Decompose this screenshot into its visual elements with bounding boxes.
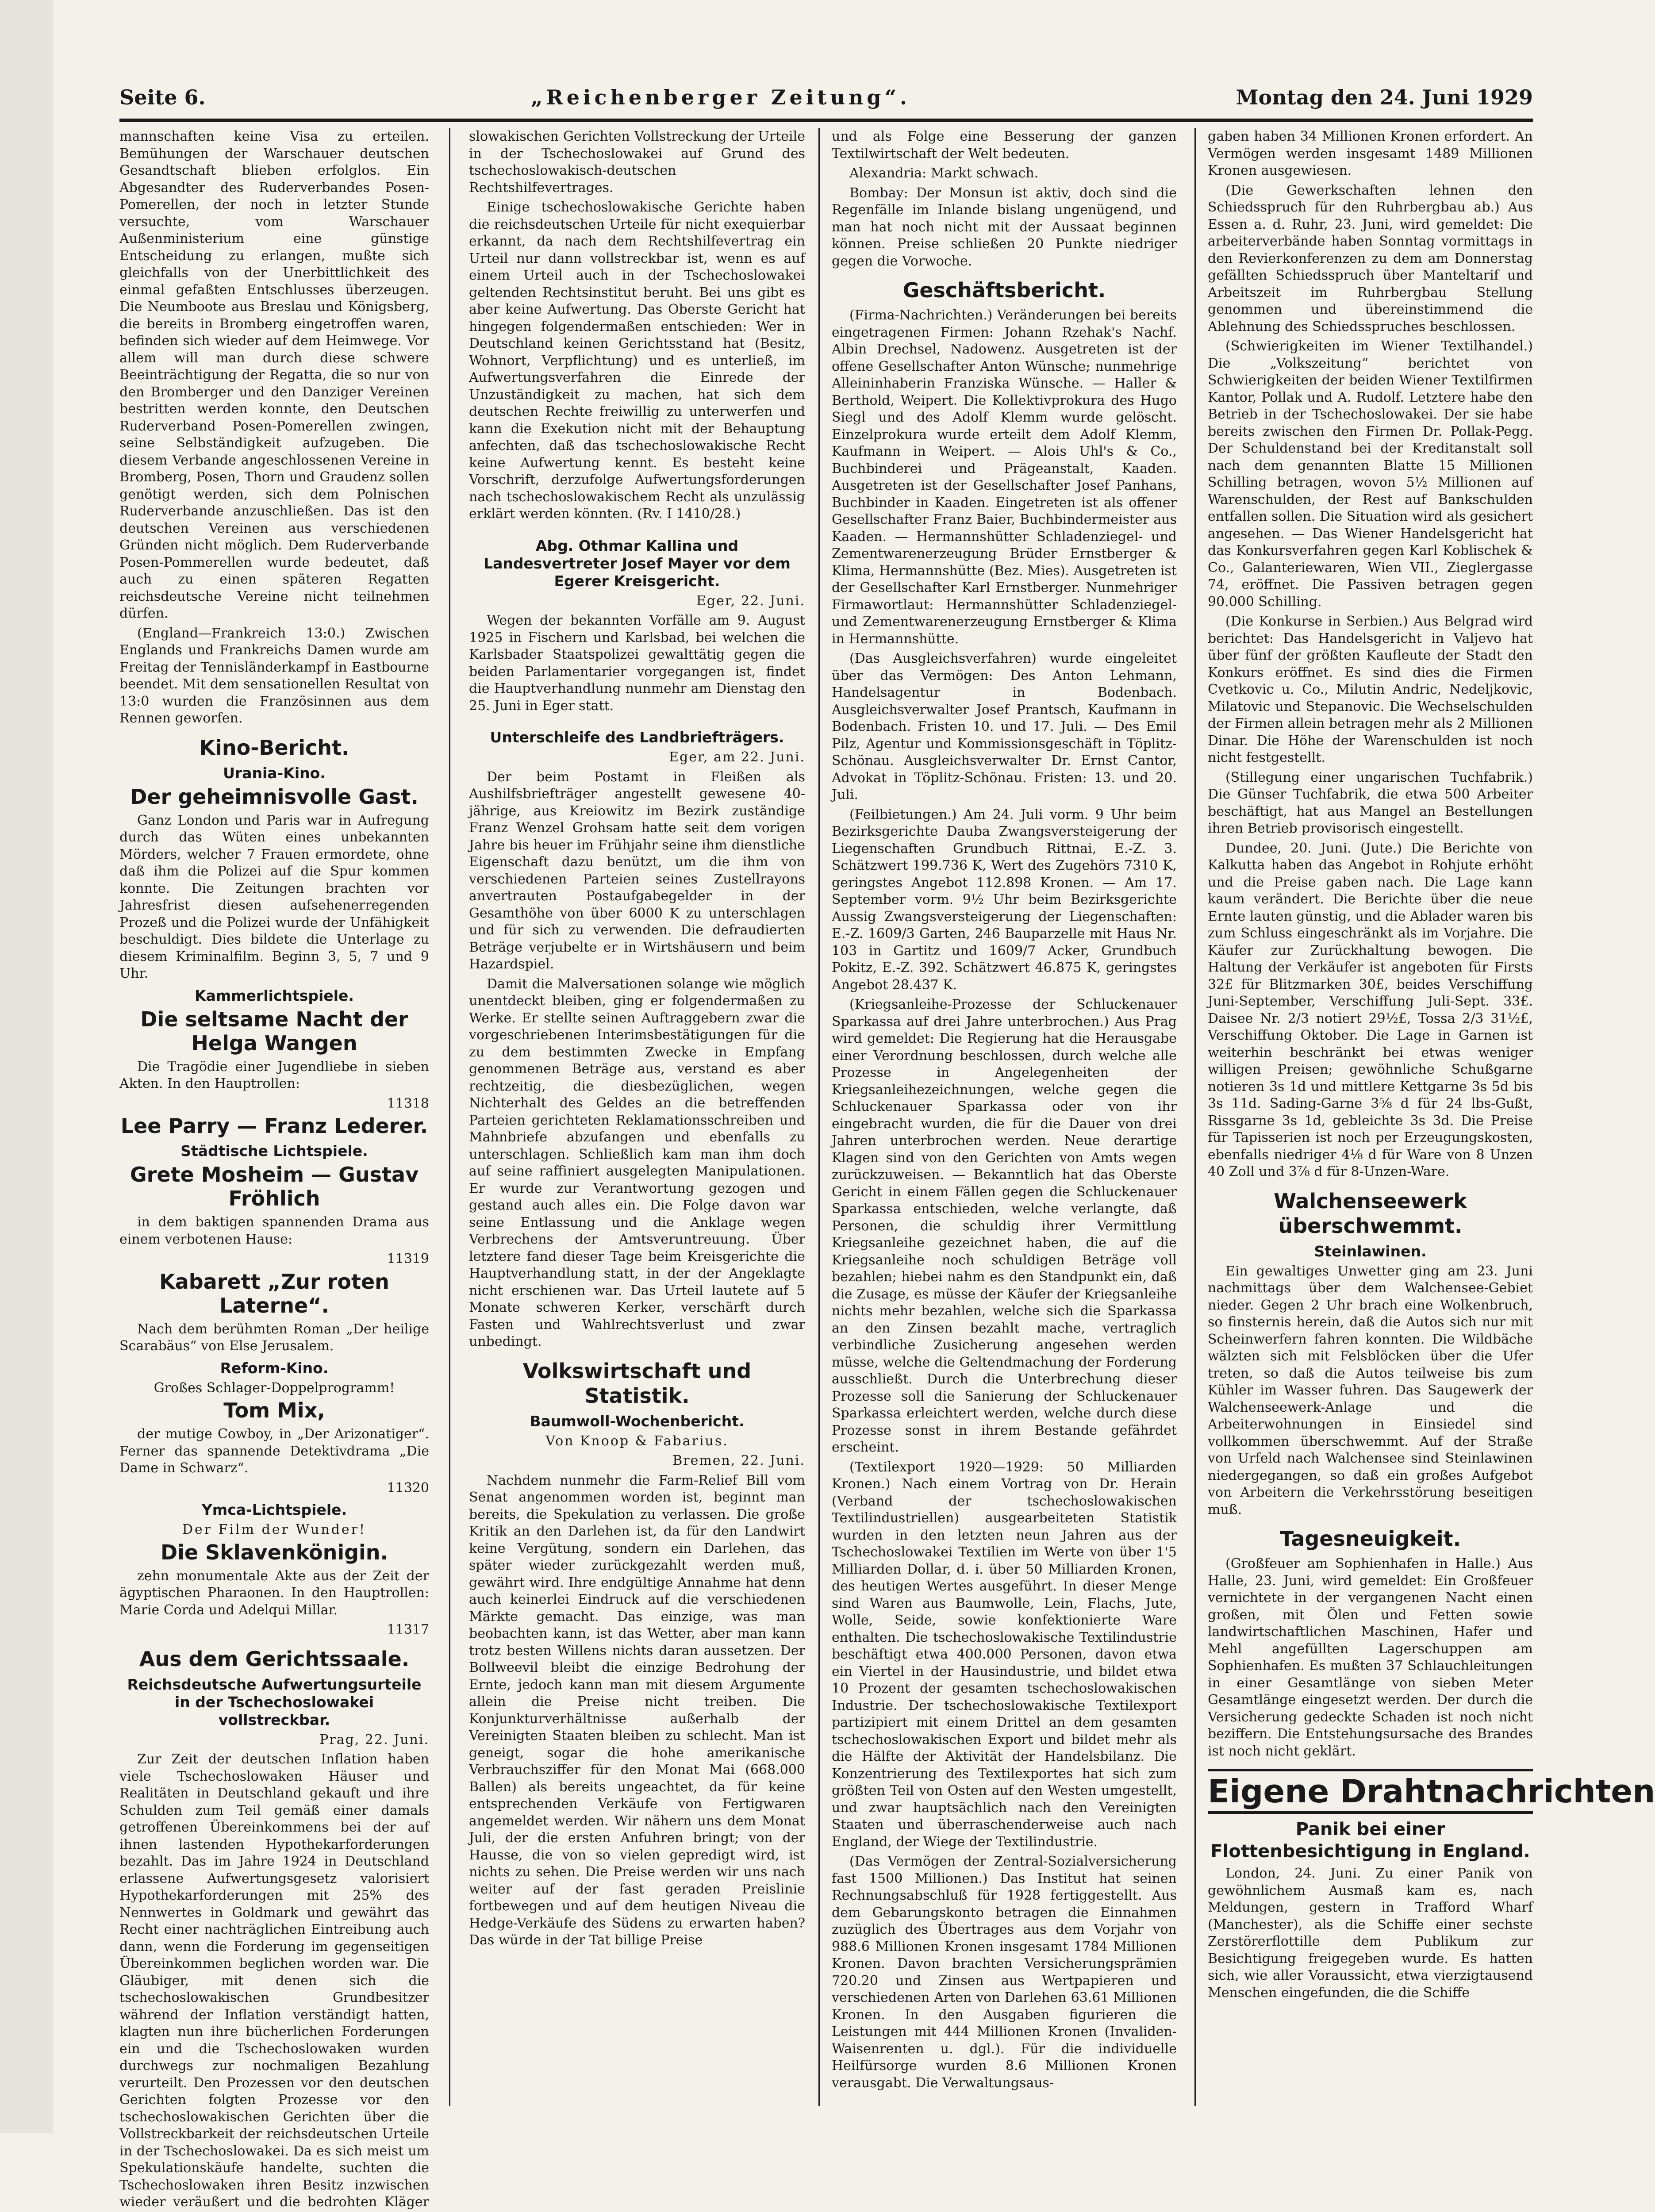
article-text: (Kriegsanleihe-Prozesse der Schluckenauer Sparkassa auf drei Jahre unterbrochen.) Aus Prag wird gemeldet: Die Regierung hat die Herausgabe einer Verordnung beschlossen, durch welche alle Prozesse in Angelegenheiten der Kriegsanleihezeichnungen, welche gegen die Schluckenauer Sparkassa oder von ihr eingebracht wurden, die für die Dauer von drei Jahren unterbrochen werden. Neue derartige Klagen sind von den Gerichten von Amts wegen zurückzuweisen. — Bekanntlich hat das Oberste Gericht in einem Fällen gegen die Schluckenauer Sparkassa entschieden, welche verlangte, daß Personen, die schuldig ihrer Vermittlung Kriegsanleihe gezeichnet haben, die auf die Kriegsanleihe noch schuldigen Beträge voll bezahlen; hiebei nahm es den Standpunkt ein, daß die Zusage, es müsse der Käufer der Kriegsanleihe nichts mehr bezahlen, welche sich die Sparkassa an den Zinsen bezahlt mache, vertraglich verbindliche Zusicherung angesehen werden müsse, welche die Geltendmachung der Forderung ausschließt. Durch die Unterbrechung dieser Prozesse soll die Sanierung der Schluckenauer Sparkassa erleichtert werden, welche durch diese Prozesse sonst in ihrem Bestande gefährdet erscheint. [832,997,1177,1455]
section-heading: Geschäftsbericht. [902,278,1106,302]
program-line: Großes Schlager-Doppelprogramm! [154,1380,395,1396]
article-text: slowakischen Gerichten Vollstreckung der Urteile in der Tschechoslowakei auf Grund des tschechoslowakisch-deutschen Rechtshilfevertrages. [469,129,805,196]
article-text: Ganz London und Paris war in Aufregung durch das Wüten eines unbekannten Mörders, welcher 7 Frauen ermordete, ohne daß ihm die Polizei auf die Spur kommen konnte. Die Zeitungen brachten vor Jahresfrist diesen aufsehenerregenden Prozeß und die Polizei wurde der Unfähigkeit beschuldigt. Dies bildete die Unterlage zu diesem Kriminalfilm. Beginn 3, 5, 7 und 9 Uhr. [119,812,429,981]
article-text: (Die Konkurse in Serbien.) Aus Belgrad wird berichtet: Das Handelsgericht in Valjevo hat über fünf der größten Kaufleute der Stadt den Konkurs eröffnet. Es sind dies die Firmen Cvetkovic u. Co., Milutin Andric, Nedeljkovic, Milatovic und Stepanovic. Die Wechselschulden der Firmen allein betragen mehr als 2 Millionen Dinar. Die Höhe der Warenschulden ist noch nicht festgestellt. [1208,614,1533,765]
page-gutter [0,0,53,2133]
ad-number: 11318 [387,1095,429,1111]
article-text: Die Tragödie einer Jugendliebe in sieben Akten. In den Hauptrollen: [119,1059,429,1091]
film-stars: Grete Mosheim — Gustav Fröhlich [130,1163,419,1210]
article-text: Einige tschechoslowakische Gerichte haben die reichsdeutschen Urteile für nicht exequierbar erkannt, da nach dem Rechtshilfevertrag ein Urteil nur dann vollstreckbar ist, wenn es auf einem Urteil auch in der Tschechoslowakei geltenden Rechtsinstitut beruht. Bei uns gibt es aber keine Aufwertung. Das Oberste Gericht hat hingegen folgendermaßen entschieden: Wer in Deutschland keinen Gerichtsstand hat (Besitz, Wohnort, Verpflichtung) und es unterließ, im Aufwertungsverfahren die Einrede der Unzuständigkeit zu machen, hat sich dem deutschen Rechte freiwillig zu unterwerfen und kann die Exekution nicht mit der Behauptung anfechten, daß das tschechoslowakische Recht keine Aufwertung kennt. Es besteht keine Vorschrift, derzufolge Aufwertungsforderungen nach tschechoslowakischem Recht als unzulässig erklärt werden könnten. (Rv. I 1410/28.) [469,200,805,522]
article-text: (Das Ausgleichsverfahren) wurde eingeleitet über das Vermögen: Des Anton Lehmann, Handelsagentur in Bodenbach. Ausgleichsverwalter Josef Prantsch, Kaufmann in Bodenbach. Fristen 10. und 17. Juli. — Des Emil Pilz, Agentur und Kommissionsgeschäft in Töplitz-Schönau. Ausgleichsverwalter Dr. Ernst Cantor, Advokat in Töplitz-Schönau. Fristen: 13. und 20. Juli. [832,651,1177,803]
dateline: Eger, 22. Juni. [696,593,805,609]
film-title: Die seltsame Nacht der Helga Wangen [140,1007,408,1055]
article-text: Nach dem berühmten Roman „Der heilige Scarabäus“ von Else Jerusalem. [119,1321,429,1354]
column-3 [832,128,1177,2106]
ad-number: 11319 [387,1251,429,1267]
article-text: und als Folge eine Besserung der ganzen Textilwirtschaft der Welt bedeuten. [832,129,1177,161]
article-text: zehn monumentale Akte aus der Zeit der ägyptischen Pharaonen. In den Hauptrollen: Marie Corda und Adelqui Millar. [119,1568,429,1618]
ad-number: 11317 [387,1622,429,1637]
article-text: (Stillegung einer ungarischen Tuchfabrik.) Die Günser Tuchfabrik, die etwa 500 Arbeiter beschäftigt, hat aus Mangel an Bestellungen ihren Betrieb provisorisch eingestellt. [1208,769,1533,836]
section-heading: Kino-Bericht. [199,735,349,760]
article-text: (Schwierigkeiten im Wiener Textilhandel.) Die „Volkszeitung“ berichtet von Schwierigkeiten der beiden Wiener Textilfirmen Kantor, Pollak und A. Rudolf. Letztere habe den Betrieb in der Tschechoslowakei. Der sie habe bereits zwischen den Firmen Dr. Pollak-Pegg. Der Schuldenstand bei der Kreditanstalt soll nach dem genannten Blatte 15 Millionen Schilling betragen, wovon 5½ Millionen auf Warenschulden, der Rest auf Bankschulden entfallen sollen. Die Situation wird als gesichert angesehen. — Das Wiener Handelsgericht hat das Konkursverfahren gegen Karl Koblischek & Co., Galanteriewaren, Wien VII., Zieglergasse 74, eröffnet. Die Passiven betragen gegen 90.000 Schilling. [1208,338,1533,610]
article-text: Der beim Postamt in Fleißen als Aushilfsbriefträger angestellt gewesene 40-jährige, aus Kreiowitz im Bezirk zuständige Franz Wenzel Grohsam hatte seit dem vorigen Jahre bis heuer im Frühjahr seine ihm dienstliche Eigenschaft dazu benützt, um die ihm von verschiedenen Parteien seines Zustellrayons anvertrauten Postaufgabegelder in der Gesamthöhe von über 6000 K zu unterschlagen und für sich zu verwenden. Die defraudierten Beträge verjubelte er in Wirtshäusern und beim Hazardspiel. [469,769,805,972]
article-text: (Feilbietungen.) Am 24. Juli vorm. 9 Uhr beim Bezirksgerichte Dauba Zwangsversteigerung der Liegenschaften Grundbuch Rittnai, E.-Z. 3. Schätzwert 199.736 K, Wert des Zugehörs 7310 K, geringstes Angebot 112.898 Kronen. — Am 17. September vorm. 9½ Uhr beim Bezirksgerichte Aussig Zwangsversteigerung der Liegenschaften: E.-Z. 1609/3 Garten, 246 Bauparzelle mit Haus Nr. 103 in Gartitz und 1609/7 Acker, Grundbuch Pokitz, E.-Z. 392. Schätzwert 46.875 K, geringstes Angebot 28.437 K. [832,806,1177,993]
article-headline: Panik bei einer Flottenbesichtigung in England. [1210,1819,1530,1862]
article-headline: Unterschleife des Landbriefträgers. [490,729,784,746]
article-text: Nachdem nunmehr die Farm-Relief Bill vom Senat angenommen worden ist, beginnt man bereits, die Spekulation zu verlassen. Die große Kritik an den Darlehen ist, da für den Landwirt keine Vergütung, sondern ein Darlehen, das später wieder zurückgezahlt werden muß, gewährt wird. Ihre endgültige Annahme hat denn auch keinerlei Eindruck auf die verschiedenen Märkte gemacht. Das einzige, was man beobachten kann, ist das Wetter, aber man kann trotz besten Willens nichts daran aussetzen. Der Bollweevil bleibt die einzige Bedrohung der Ernte, jedoch kann man mit diesem Argumente allein die Preise nicht treiben. Die Konjunkturverhältnisse außerhalb der Vereinigten Staaten bleiben zu schlecht. Man ist geneigt, sogar die hohe amerikanische Verbrauchsziffer für den Monat Mai (668.000 Ballen) als bereits ungeachtet, da für keine entsprechenden Verkäufe von Fertigwaren angemeldet werden. Wir nähern uns dem Monat Juli, der die ersten Anfuhren bringt; von der Hausse, die von so vielen gepredigt wird, ist nichts zu sehen. Die Preise werden wir uns nach weiter auf der fast geraden Preislinie fortbewegen und auf dem heutigen Niveau die Hedge-Verkäufe des Südens zu erwarten haben? Das würde in der Tat billige Preise [469,1472,805,1948]
column-rule [449,128,450,2106]
dateline: Prag, 22. Juni. [319,1732,429,1747]
newspaper-title: „Reichenberger Zeitung“. [531,85,911,109]
cinema-name: Reform-Kino. [220,1359,329,1377]
film-title: Die Sklavenkönigin. [160,1540,388,1564]
article-text: (Die Gewerkschaften lehnen den Schiedsspruch für den Ruhrbergbau ab.) Aus Essen a. d. Ruhr, 23. Juni, wird gemeldet: Die arbeiterverbände haben Sonntag vormittags in den Revierkonferenzen zu dem am Donnerstag gefällten Schiedsspruch über Manteltarif und Arbeitszeit im Ruhrbergbau Stellung genommen und übereinstimmend die Ablehnung des Schiedsspruches beschlossen. [1208,182,1533,334]
ad-number: 11320 [387,1480,429,1496]
dateline: Eger, am 22. Juni. [669,749,805,765]
article-text: Zur Zeit der deutschen Inflation haben viele Tschechoslowaken Häuser und Realitäten in Deutschland gekauft und ihre Schulden zum Teil gemäß einer damals getroffenen Übereinkommens bei der auf ihnen lastenden Hypothekarforderungen bezahlt. Das im Jahre 1924 in Deutschland erlassene Aufwertungsgesetz valorisiert Hypothekarforderungen mit 25% des Nennwertes in Goldmark und gewährt das Recht einer nachträglichen Eintreibung auch dann, wenn die Forderung im gegenseitigen Übereinkommen beglichen worden war. Die Gläubiger, mit denen sich die tschechoslowakischen Grundbesitzer während der Inflation verständigt hatten, klagten nun ihre bücherlichen Forderungen ein und die Tschechoslowaken wurden durchwegs zur nochmaligen Bezahlung verurteilt. Den Prozessen vor den deutschen Gerichten folgten Prozesse vor den tschechoslowakischen Gerichten über die Vollstreckbarkeit der reichsdeutschen Urteile in der Tschechoslowakei. Da es sich meist um Spekulationskäufe handelte, suchten die Tschechoslowaken ihren Besitz inzwischen wieder veräußert und die bedrohten Kläger [119,1751,429,2210]
article-text: Dundee, 20. Juni. (Jute.) Die Berichte von Kalkutta haben das Angebot in Rohjute erhöht und die Preise gaben nach. Die Lage kann kaum verändert. Die Berichte über die neue Ernte lauten günstig, und die Ablader waren bis zum Schluss eingeschränkt als im Vorjahre. Die Käufer zur Zurückhaltung bewogen. Die Haltung der Verkäufer ist angeboten für Firsts 32£ für Blitzmarken 30£, beides Verschiffung Juni-September, Verschiffung Juli-Sept. 33£. Daisee Nr. 2/3 notiert 29½£, Tossa 2/3 31½£, Verschiffung Oktober. Die Lage in Garnen ist weiterhin beschränkt bei etwas weniger willigen Preisen; gewöhnliche Schußgarne notieren 3s 1d und mittlere Kettgarne 3s 5d bis 3s 11d. Sading-Garne 3⅝ d für 24 lbs-Gußt, Rissgarne 3s 1d, gebleichte 3s 3d. Die Preise für Tapisserien ist noch per Erzeugungskosten, ebenfalls niedriger 4⅛ d für Ware von 8 Unzen 40 Zoll und 3⅞ d für 8-Unzen-Ware. [1208,840,1533,1179]
section-heading: Aus dem Gerichtssaale. [139,1647,410,1671]
section-heading-large: Eigene Drahtnachrichten [1208,1769,1533,1814]
article-text: der mutige Cowboy, in „Der Arizonatiger“. Ferner das spannende Detektivdrama „Die Dame in Schwarz“. [119,1426,429,1476]
header-rule [119,119,1533,122]
article-text: (Großfeuer am Sophienhafen in Halle.) Aus Halle, 23. Juni, wird gemeldet: Ein Großfeuer vernichtete in der vergangenen Nacht einen großen, mit Ölen und Fetten sowie landwirtschaftlichen Maschinen, Hafer und Mehl angefüllten Lagerschuppen am Sophienhafen. Es mußten 37 Schlauchleitungen in einer Gesamtlänge von sieben Meter Gesamtlänge eingesetzt werden. Der durch die Versicherung gedeckte Schaden ist noch nicht beziffern. Die Entstehungsursache des Brandes ist noch nicht geklärt. [1208,1556,1533,1759]
cinema-name: Kammerlichtspiele. [195,987,354,1004]
article-text: gaben haben 34 Millionen Kronen erfordert. An Vermögen werden insgesamt 1489 Millionen Kronen ausgewiesen. [1208,129,1533,178]
section-heading: Volkswirtschaft und Statistik. [522,1359,752,1408]
byline: Von Knoop & Fabarius. [545,1433,729,1449]
column-4 [1208,128,1655,2106]
article-text: Bombay: Der Monsun ist aktiv, doch sind die Regenfälle im Inlande bislang ungenügend, und man hat noch nicht mit der Aussaat beginnen können. Preise schließen 20 Punkte niedriger gegen die Vorwoche. [832,185,1177,269]
article-text: (Das Vermögen der Zentral-Sozialversicherung fast 1500 Millionen.) Das Institut hat seinen Rechnungsabschluß für 1928 fertiggestellt. Aus dem Gebarungskonto betragen die Einnahmen zuzüglich des Übertrages aus dem Vorjahr von 988.6 Millionen Kronen insgesamt 1784 Millionen Kronen. Davon brachten Versicherungsprämien 720.20 und Zinsen aus Wertpapieren und verschiedenen Arten von Darlehen 63.61 Millionen Kronen. In den Ausgaben figurieren die Leistungen mit 444 Millionen Kronen (Invaliden-Waisenrenten u. dgl.). Für die individuelle Heilfürsorge wurden 8.6 Millionen Kronen verausgabt. Die Verwaltungsaus- [832,1854,1177,2091]
page-header [119,80,1533,115]
article-text: Damit die Malversationen solange wie möglich unentdeckt bleiben, ging er folgendermaßen zu Werke. Er stellte seinen Auftraggebern zwar die vorgeschriebenen Interimsbestätigungen für die zu dem bestimmten Zwecke in Empfang genommenen Beträge aus, verstand es aber rechtzeitig, die diesbezüglichen, wegen Nichterhalt des Geldes an die betreffenden Parteien gerichteten Reklamationsschreiben und Mahnbriefe abzufangen und ebenfalls zu unterschlagen. Schließlich kam man ihm doch auf seine raffiniert ausgelegten Manipulationen. Er wurde zur Verantwortung gezogen und gestand auch alles ein. Die Folge davon war seine Entlassung und die Anklage wegen Verbrechens der Amtsveruntreuung. Über letztere fand dieser Tage beim Kreisgerichte die Hauptverhandlung statt, in der der Angeklagte nicht erschienen war. Das Urteil lautete auf 5 Monate schweren Kerker, verschärft durch Fasten und Wahlrechtsverlust und zwar unbedingt. [469,976,805,1349]
film-title: Der geheimnisvolle Gast. [130,784,419,809]
program-line: Der Film der Wunder! [182,1522,367,1537]
article-text: Alexandria: Markt schwach. [849,165,1039,181]
column-1 [119,128,429,2210]
film-title: Tom Mix, [223,1398,325,1422]
dateline: Bremen, 22. Juni. [672,1453,805,1468]
cinema-name: Urania-Kino. [223,764,326,782]
issue-date: Montag den 24. Juni 1929 [1236,85,1533,109]
column-rule [818,128,820,2106]
article-subheading: Steinlawinen. [1314,1242,1427,1260]
article-text: Wegen der bekannten Vorfälle am 9. August 1925 in Fischern und Karlsbad, bei welchen die Karlsbader Staatspolizei gewalttätig gegen die beiden Parlamentarier vorgegangen ist, findet die Hauptverhandlung nunmehr am Dienstag den 25. Juni in Eger statt. [469,613,805,714]
cinema-name: Ymca-Lichtspiele. [201,1501,347,1518]
cinema-name: Städtische Lichtspiele. [180,1142,368,1160]
article-text: (Firma-Nachrichten.) Veränderungen bei bereits eingetragenen Firmen: Johann Rzehak's Nachf. Albin Drechsel, Nadowenz. Ausgetreten ist der offene Gesellschafter Anton Wünsche; nunmehrige Alleininhaberin Franziska Wünsche. — Haller & Berthold, Weipert. Die Kollektivprokura des Hugo Siegl und des Adolf Klemm wurde gelöscht. Einzelprokura wurde erteilt dem Adolf Klemm, Kaufmann in Weipert. — Alois Uhl's & Co., Buchbinderei und Prägeanstalt, Kaaden. Ausgetreten ist der Gesellschafter Josef Panhans, Buchbinder in Kaaden. Eingetreten ist als offener Gesellschafter Franz Baier, Buchbindermeister aus Kaaden. — Hermannshütter Schladenziegel- und Zementwarenerzeugung Brüder Ernstberger & Klima, Hermannshütte (Bez. Mies). Ausgetreten ist der Gesellschafter Karl Ernstberger. Nunmehriger Firmawortlaut: Hermannshütter Schladenziegel- und Zementwarenerzeugung Ernstberger & Klima in Hermannshütte. [832,307,1177,647]
article-headline: Baumwoll-Wochenbericht. [530,1412,745,1430]
column-rule [1194,128,1196,2106]
film-stars: Lee Parry — Franz Lederer. [120,1114,428,1138]
article-text: Ein gewaltiges Unwetter ging am 23. Juni nachmittags über dem Walchensee-Gebiet nieder. Gegen 2 Uhr brach eine Wolkenbruch, so finsternis herein, daß die Autos sich nur mit Scheinwerfern fahren konnten. Die Wildbäche wälzten sich mit Felsblöcken über die Ufer treten, so daß die Autos teilweise bis zum Kühler im Wasser fuhren. Das Saugewerk der Walchenseewerk-Anlage und die Arbeiterwohnungen in Einsiedel sind vollkommen überschwemmt. Auf der Straße von Urfeld nach Walchensee sind Steinlawinen niedergegangen, so daß ein großes Aufgebot von Arbeitern die Verkehrsstörung beseitigen muß. [1208,1263,1533,1517]
column-2 [469,128,805,2106]
article-headline: Abg. Othmar Kallina und Landesvertreter Josef Mayer vor dem Egerer Kreisgericht. [484,537,791,590]
article-headline: Reichsdeutsche Aufwertungsurteile in der Tschechoslowakei vollstreckbar. [127,1675,422,1728]
section-heading: Tagesneuigkeit. [1279,1527,1461,1551]
article-text: London, 24. Juni. Zu einer Panik von gewöhnlichem Ausmaß kam es, nach Meldungen, gestern in Trafford Wharf (Manchester), als die Schiffe einer sechste Zerstörerflottille dem Publikum zur Besichtigung freigegeben wurde. Es hatten sich, wie aller Voraussicht, etwa vierzigtausend Menschen eingefunden, die die Schiffe [1208,1866,1533,2001]
section-heading: Walchenseewerk überschwemmt. [1274,1189,1467,1238]
article-text: mannschaften keine Visa zu erteilen. Bemühungen der Warschauer deutschen Gesandtschaft blieben erfolglos. Ein Abgesandter des Ruderverbandes Posen-Pomerellen, der noch in letzter Stunde versuchte, vom Warschauer Außenministerium eine günstige Entscheidung zu erlangen, mußte sich gleichfalls von der Unerbittlichkeit des einmal gefaßten Entschlusses überzeugen. Die Neumboote aus Breslau und Königsberg, die bereits in Bromberg eingetroffen waren, befinden sich wieder auf dem Heimwege. Vor allem will man durch diese schwere Beeinträchtigung der Regatta, die so nur von den Bromberger und den Danziger Vereinen bestritten werden konnte, den Deutschen Ruderverband Posen-Pomerellen zwingen, seine Selbständigkeit aufzugeben. Die diesem Verbande angeschlossenen Vereine in Bromberg, Posen, Thorn und Graudenz sollen genötigt werden, sich dem Polnischen Ruderverbande anzuschließen. Das ist den deutschen Vereinen aus verschiedenen Gründen nicht möglich. Dem Ruderverbande Posen-Pommerellen wurde bedeutet, daß auch zu einen späteren Regatten reichsdeutsche Vereine nicht teilnehmen dürfen. [119,129,429,621]
article-text: (Textilexport 1920—1929: 50 Milliarden Kronen.) Nach einem Vortrag von Dr. Herain (Verband der tschechoslowakischen Textilindustriellen) ausgearbeiteten Statistik wurden in den letzten neun Jahren aus der Tschechoslowakei Textilien im Werte von über 1'5 Milliarden Dollar, d. i. über 50 Milliarden Kronen, des heutigen Wertes ausgeführt. In dieser Menge sind Waren aus Baumwolle, Lein, Flachs, Jute, Wolle, Seide, sowie konfektionierte Ware enthalten. Die tschechoslowakische Textilindustrie beschäftigt etwa 400.000 Personen, davon etwa ein Viertel in der Hausindustrie, und bildet etwa 10 Prozent der gesamten tschechoslowakischen Industrie. Der tschechoslowakische Textilexport partizipiert mit einem Drittel an dem gesamten tschechoslowakischen Export und bildet mehr als die Hälfte der Aktivität der Handelsbilanz. Die Konzentrierung des Textilexportes hat sich zum größten Teil von Osten auf den Westen umgestellt, und zwar hauptsächlich nach den Vereinigten Staaten und überraschenderweise auch nach England, der Wiege der Textilindustrie. [832,1459,1177,1850]
film-title: Kabarett „Zur roten Laterne“. [159,1269,389,1317]
article-text: in dem baktigen spannenden Drama aus einem verbotenen Hause: [119,1214,429,1247]
page-number: Seite 6. [119,85,206,109]
article-text: (England—Frankreich 13:0.) Zwischen Englands und Frankreichs Damen wurde am Freitag der Tennisländerkampf in Eastbourne beendet. Mit dem sensationellen Resultat von 13:0 wurden die Französinnen aus dem Rennen geworfen. [119,625,429,726]
